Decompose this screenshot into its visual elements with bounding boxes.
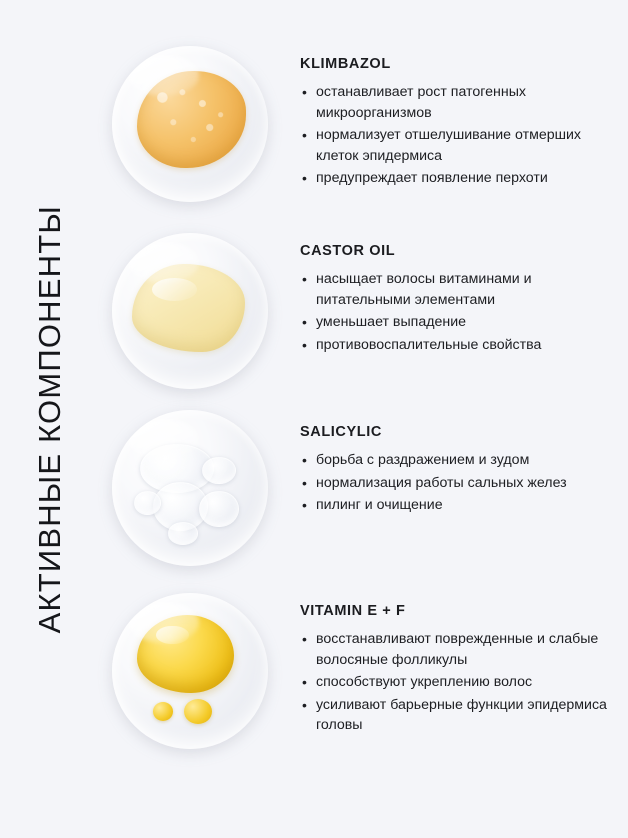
bubble-icon xyxy=(134,491,161,515)
golden-oil-small-drop-icon xyxy=(184,699,212,724)
ingredient-benefits xyxy=(300,269,628,355)
ingredient-text-block xyxy=(280,225,628,357)
droplet-shape-icon xyxy=(112,233,268,389)
salicylic-swatch xyxy=(100,402,280,582)
ingredient-row xyxy=(100,225,628,405)
ingredient-text-block xyxy=(280,402,628,518)
vertical-section-title-text: АКТИВНЫЕ КОМПОНЕНТЫ xyxy=(32,204,67,634)
list-item: • насыщает волосы витаминами и питательными элементами xyxy=(300,269,616,310)
ingredient-title: VITAMIN E + F xyxy=(300,603,406,619)
list-item: • останавливает рост патогенных микроорганизмов xyxy=(300,82,616,123)
orange-gel-blob-icon xyxy=(137,71,246,168)
ingredient-benefits xyxy=(300,82,628,189)
klimbazol-swatch xyxy=(100,38,280,218)
ingredient-title: CASTOR OIL xyxy=(300,243,396,259)
list-item: • пилинг и очищение xyxy=(300,495,616,516)
ingredient-text-block xyxy=(280,38,628,191)
ingredient-row xyxy=(100,38,628,218)
list-item: • борьба с раздражением и зудом xyxy=(300,450,616,471)
list-item: • уменьшает выпадение xyxy=(300,312,616,333)
list-item: • нормализует отшелушивание отмерших клеток эпидермиса xyxy=(300,125,616,166)
ingredient-title: KLIMBAZOL xyxy=(300,56,391,72)
bubble-icon xyxy=(168,522,198,544)
list-item: • восстанавливают поврежденные и слабые волосяные фолликулы xyxy=(300,629,616,670)
ingredient-benefits xyxy=(300,450,628,516)
list-item: • противовоспалительные свойства xyxy=(300,335,616,356)
castor-oil-swatch xyxy=(100,225,280,405)
ingredients-list xyxy=(100,0,628,838)
bubble-icon xyxy=(202,457,235,484)
pale-yellow-oil-blob-icon xyxy=(132,264,244,351)
vertical-section-title xyxy=(0,0,100,838)
droplet-shape-icon xyxy=(112,410,268,566)
vitamin-ef-swatch xyxy=(100,585,280,765)
ingredient-title: SALICYLIC xyxy=(300,424,382,440)
droplet-shape-icon xyxy=(112,46,268,202)
droplet-shape-icon xyxy=(112,593,268,749)
ingredient-row xyxy=(100,402,628,582)
list-item: • нормализация работы сальных желез xyxy=(300,473,616,494)
list-item: • способствуют укреплению волос xyxy=(300,672,616,693)
bubble-icon xyxy=(199,491,238,527)
ingredient-row xyxy=(100,585,628,765)
ingredient-text-block xyxy=(280,585,628,738)
list-item: • усиливают барьерные функции эпидермиса головы xyxy=(300,695,616,736)
golden-oil-blob-icon xyxy=(137,615,234,693)
ingredient-benefits xyxy=(300,629,628,736)
list-item: • предупреждает появление перхоти xyxy=(300,168,616,189)
golden-oil-small-drop-icon xyxy=(153,702,173,721)
